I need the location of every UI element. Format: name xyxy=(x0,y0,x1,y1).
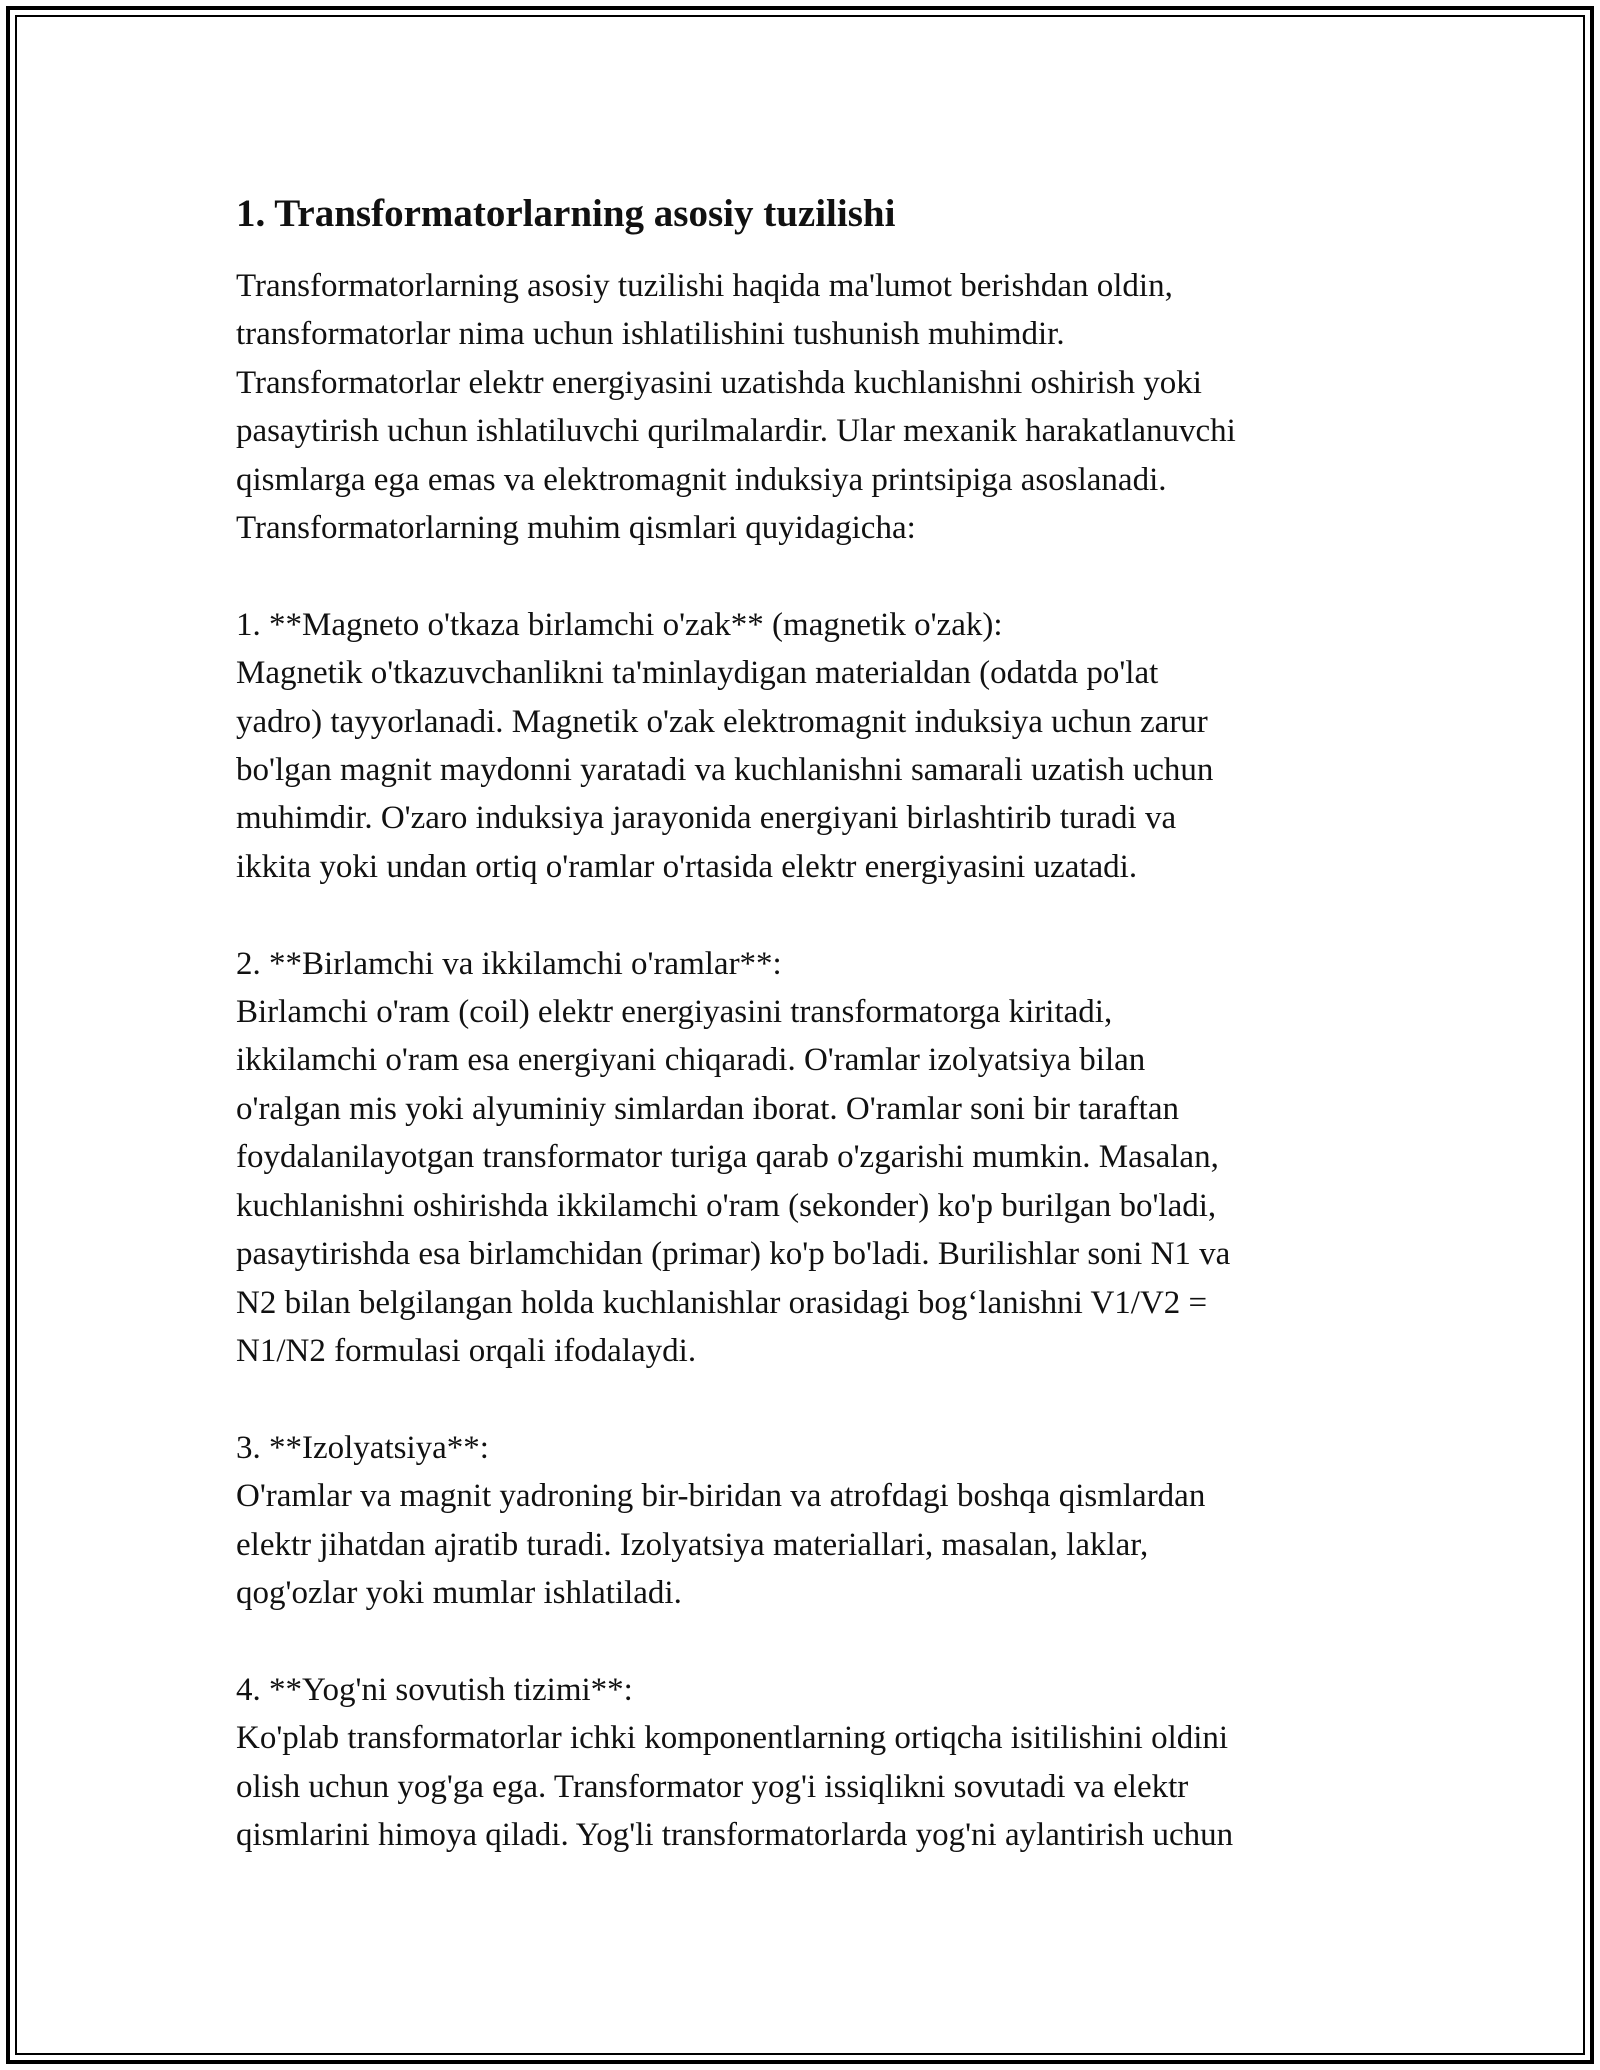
section-2-title: 2. **Birlamchi va ikkilamchi o'ramlar**: xyxy=(236,945,782,982)
paragraph-gap xyxy=(236,891,1376,939)
section-3-title: 3. **Izolyatsiya**: xyxy=(236,1429,489,1466)
section-4-title: 4. **Yog'ni sovutish tizimi**: xyxy=(236,1671,633,1708)
section-4-body: Ko'plab transformatorlar ichki komponentlarning ortiqcha isitilishini oldini olish uchun yog'ga ega. Transformator yog'i issiqlikni sovutadi va elektr qismlarini himoya qiladi. Yog'li transformatorlarda yog'ni aylantirish uchun xyxy=(236,1720,1234,1853)
section-1-title: 1. **Magneto o'tkaza birlamchi o'zak** (magnetik o'zak): xyxy=(236,606,1003,643)
section-2-body: Birlamchi o'ram (coil) elektr energiyasini transformatorga kiritadi, ikkilamchi o'ram esa energiyani chiqaradi. O'ramlar izolyatsiya bilan o'ralgan mis yoki alyuminiy simlardan iborat. O'ramlar soni bir taraftan foydalanilayotgan transformator turiga qarab o'zgarishi mumkin. Masalan, kuchlanishni oshirishda ikkilamchi o'ram (sekonder) ko'p burilgan bo'ladi, pasaytirishda esa birlamchidan (primar) ko'p bo'ladi. Burilishlar soni N1 va N2 bilan belgilangan holda kuchlanishlar orasidagi bog‘lanishni V1/V2 = N1/N2 formulasi orqali ifodalaydi. xyxy=(236,994,1231,1369)
section-heading: 1. Transformatorlarning asosiy tuzilishi xyxy=(236,192,896,235)
paragraph-gap xyxy=(236,552,1376,600)
paragraph-gap xyxy=(236,1617,1376,1665)
section-3-body: O'ramlar va magnit yadroning bir-biridan va atrofdagi boshqa qismlardan elektr jihatdan ajratib turadi. Izolyatsiya materiallari, masalan, laklar, qog'ozlar yoki mumlar ishlatiladi. xyxy=(236,1478,1206,1611)
intro-paragraph: Transformatorlarning asosiy tuzilishi haqida ma'lumot berishdan oldin, transformatorlar nima uchun ishlatilishini tushunish muhimdir. Transformatorlar elektr energiyasini uzatishda kuchlanishni oshirish yoki pasaytirish uchun ishlatiluvchi qurilmalardir. Ular mexanik harakatlanuvchi qismlarga ega emas va elektromagnit induksiya printsipiga asoslanadi. Transformatorlarning muhim qismlari quyidagicha: xyxy=(236,268,1236,547)
document-body xyxy=(236,186,1376,1859)
paragraph-gap xyxy=(236,1375,1376,1423)
section-1-body: Magnetik o'tkazuvchanlikni ta'minlaydigan materialdan (odatda po'lat yadro) tayyorlanadi. Magnetik o'zak elektromagnit induksiya uchun zarur bo'lgan magnit maydonni yaratadi va kuchlanishni samarali uzatish uchun muhimdir. O'zaro induksiya jarayonida energiyani birlashtirib turadi va ikkita yoki undan ortiq o'ramlar o'rtasida elektr energiyasini uzatadi. xyxy=(236,655,1214,885)
